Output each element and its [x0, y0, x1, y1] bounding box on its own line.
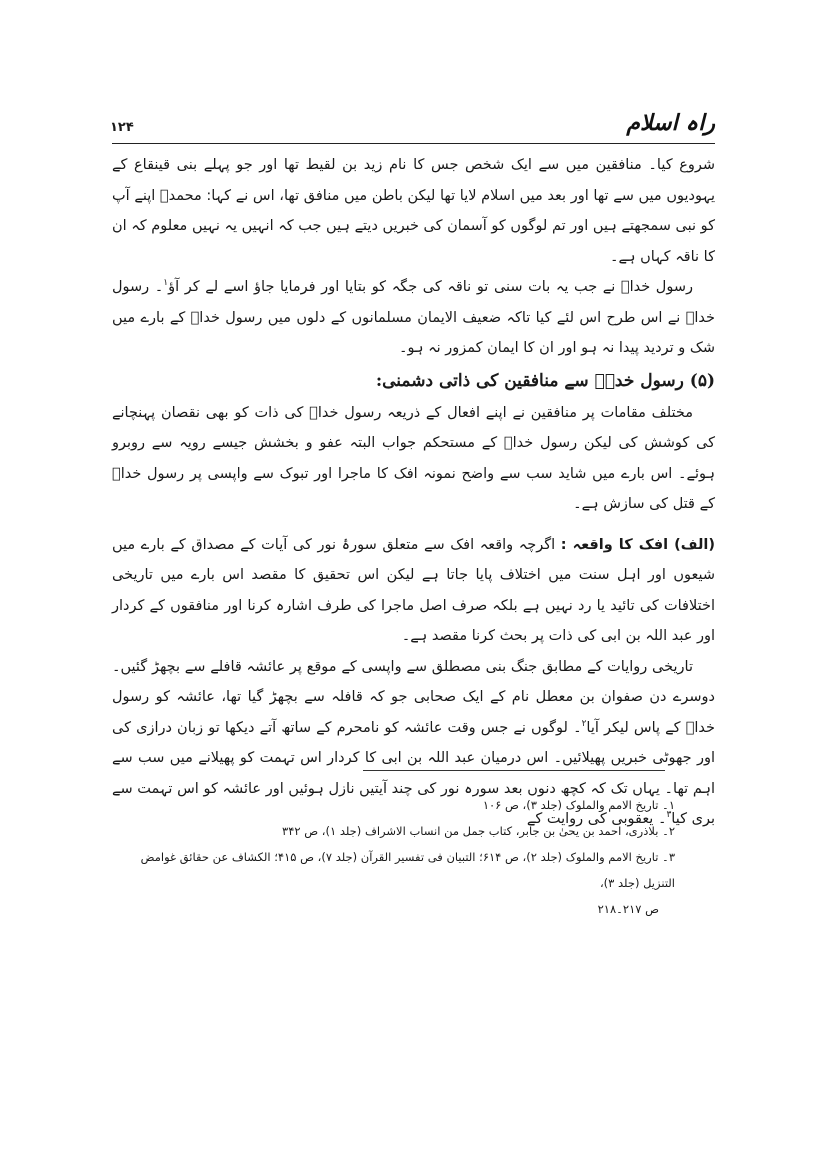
paragraph-5-rest: ۔ لوگوں نے جس وقت عائشہ کو نامحرم کے ساتھ آتے دیکھا تو زبان درازی کی اور جھوٹی خبریں پھیلائیں۔ اس درمیان عبد اللہ بن ابی کا کردار اس تہمت کو پھیلانے میں سب سے اہم تھا۔ یہاں تک کہ کچھ دنوں بعد سورہ نور کی چند آیتیں نازل ہوئیں اور عائشہ کو اس تہمت سے بری کیا [112, 719, 715, 827]
footnote-ref-1[interactable]: ۱ [163, 278, 169, 289]
section-heading: (۵) رسول خداؐ سے منافقین کی ذاتی دشمنی: [375, 370, 715, 391]
footnotes [112, 792, 715, 922]
paragraph-4 [112, 530, 715, 652]
footnote-3-continuation: ص ۲۱۷۔۲۱۸ [597, 902, 659, 916]
paragraph-2-rest: ۔ رسول خداؐ نے اس طرح اس لئے کیا تاکہ ضعیف الایمان مسلمانوں کے دلوں میں رسول خداؐ کے بارے میں شک و تردید پیدا نہ ہو اور ان کا ایمان کمزور نہ ہو۔ [112, 279, 715, 356]
paragraph-2 [112, 272, 715, 364]
paragraph-gap [112, 520, 715, 530]
subheading-label: (الف) افک کا واقعہ : [560, 536, 716, 553]
running-title: راہ اسلام [626, 110, 715, 136]
footnote-3: ۳۔ تاریخ الامم والملوک (جلد ۲)، ص ۶۱۴؛ التبیان فی تفسیر القرآن (جلد ۷)، ص ۴۱۵؛ الکشاف عن حقائق غوامض التنزیل (جلد ۳)، [140, 850, 675, 890]
footnote-1: ۱۔ تاریخ الامم والملوک (جلد ۳)، ص ۱۰۶ [482, 798, 675, 812]
paragraph-5-text: تاریخی روایات کے مطابق جنگ بنی مصطلق سے واپسی کے موقع پر عائشہ قافلے سے بچھڑ گئیں۔ دوسرے دن صفوان بن معطل نام کے ایک صحابی جو کہ قافلہ سے بچھڑ گیا تھا، عائشہ کو رسول خداؐ کے پاس لیکر آیا [112, 658, 715, 736]
footnote-ref-2[interactable]: ۲ [581, 718, 587, 729]
paragraph-4-text: اگرچہ واقعہ افک سے متعلق سورۂ نور کی آیات کے مصداق کے بارے میں شیعوں اور اہل سنت میں اختلاف پایا جاتا ہے لیکن اس تحقیق کا مقصد اس بارے میں تاریخی اختلافات کی تائید یا رد نہیں ہے بلکہ صرف اصل ماجرا کی طرف اشارہ کرنا اور منافقوں کے کردار اور عبد اللہ بن ابی کی ذات پر بحث کرنا مقصد ہے۔ [112, 536, 715, 644]
footnote-ref-3[interactable]: ۳ [666, 810, 672, 821]
paragraph-2-text: رسول خداؐ نے جب یہ بات سنی تو ناقہ کی جگہ کو بتایا اور فرمایا جاؤ اسے لے کر آؤ [168, 279, 693, 295]
body-text [112, 150, 715, 835]
paragraph-3: مختلف مقامات پر منافقین نے اپنے افعال کے ذریعہ رسول خداؐ کی ذات کو بھی نقصان پہنچانے کی کوشش کی لیکن رسول خداؐ کے مستحکم جواب البتہ عفو و بخشش جیسے رویہ سے روبرو ہوئے۔ اس بارے میں شاید سب سے واضح نمونہ افک کا ماجرا اور تبوک سے واپسی پر رسول خداؐ کے قتل کی سازش ہے۔ [112, 404, 715, 512]
footnote-rule [363, 770, 665, 771]
header-rule [112, 143, 715, 144]
page-header [110, 110, 715, 150]
paragraph-1: شروع کیا۔ منافقین میں سے ایک شخص جس کا نام زید بن لقیط تھا اور جو پہلے بنی قینقاع کے یہودیوں میں سے تھا اور بعد میں اسلام لایا تھا لیکن باطن میں منافق تھا، اس نے کہا: محمدؐ اپنے آپ کو نبی سمجھتے ہیں اور تم لوگوں کو آسمان کی خبریں دیتے ہیں جب کہ انہیں یہ نہیں معلوم کہ ان کا ناقہ کہاں ہے۔ [112, 157, 715, 265]
paragraph-5-end: ۔ یعقوبی کی روایت کے [526, 811, 667, 827]
page-number: ۱۲۴ [110, 120, 134, 135]
footnote-2: ۲۔ بلاذری، احمد بن یحیٰ بن جابر، کتاب جمل من انساب الاشراف (جلد ۱)، ص ۳۴۲ [282, 824, 675, 838]
